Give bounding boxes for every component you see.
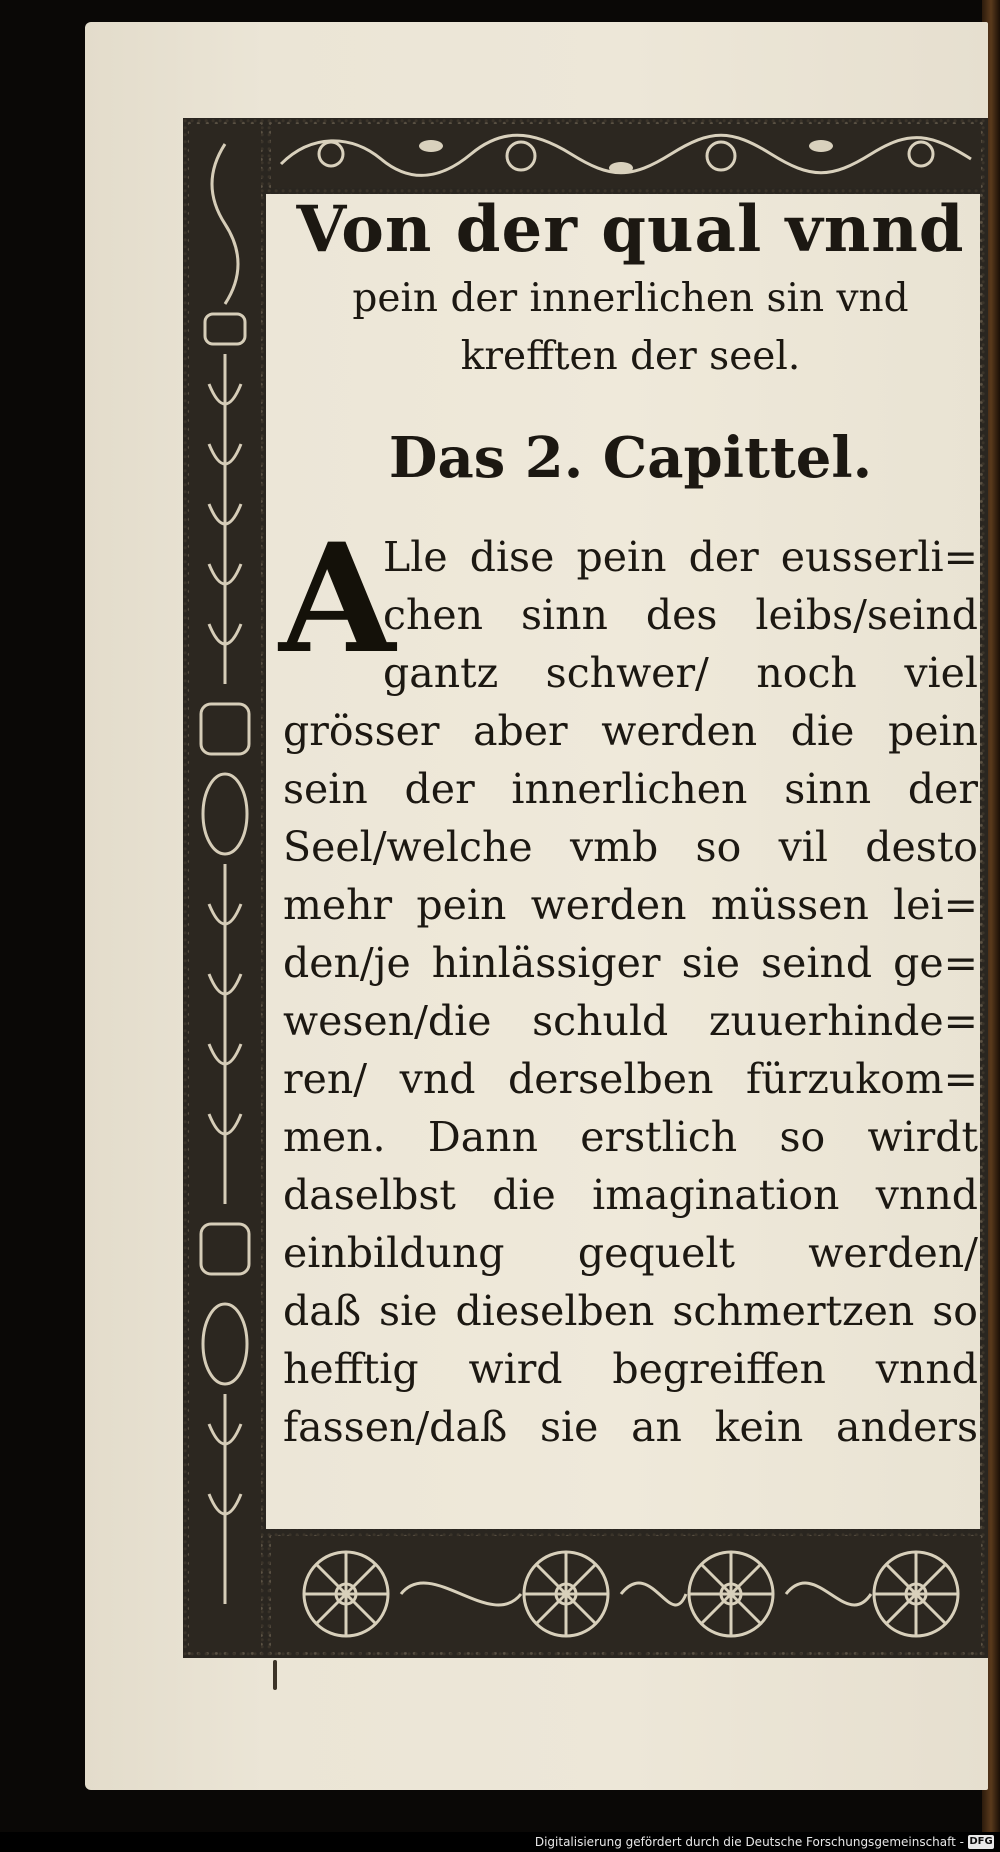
drop-cap-initial: A [279, 511, 396, 687]
title-line-2: pein der innerlichen sin vnd [352, 276, 909, 321]
text-line: wesen/die schuld zuuerhinde= [283, 997, 978, 1045]
text-line: men. Dann erstlich so wirdt [283, 1113, 978, 1161]
text-line: grösser aber werden die pein [283, 707, 978, 755]
text-block [279, 190, 978, 1456]
text-line: Seel/welche vmb so vil desto [283, 823, 978, 871]
ink-mark [273, 1660, 277, 1690]
text-line: gantz schwer/ noch viel [383, 649, 978, 697]
text-line: den/je hinlässiger sie seind ge= [283, 939, 978, 987]
text-line: sein der innerlichen sinn der [283, 765, 978, 813]
text-line: chen sinn des leibs/seind [383, 591, 978, 639]
text-line: daß sie dieselben schmertzen so [283, 1287, 978, 1335]
body-text [279, 511, 978, 1456]
text-line: hefftig wird begreiffen vnnd [283, 1345, 978, 1393]
left-ornament-column [189, 124, 261, 1652]
text-line: daselbst die imagination vnnd [283, 1171, 978, 1219]
chapter-heading: Das 2. Capittel. [388, 425, 873, 491]
text-line: Lle dise pein der eusserli= [383, 533, 978, 581]
digitization-credit: Digitalisierung gefördert durch die Deutsche Forschungsgemeinschaft - [534, 1835, 964, 1849]
text-line: ren/ vnd derselben fürzukom= [283, 1055, 978, 1103]
text-line: einbildung gequelt werden/ [283, 1229, 978, 1277]
title-line-3: krefften der seel. [460, 334, 801, 379]
title-line-1: Von der qual vnnd [296, 192, 965, 267]
top-ornament-band [271, 124, 981, 188]
dfg-logo: DFG [969, 1836, 993, 1847]
bottom-ornament-band [271, 1536, 981, 1652]
text-line: fassen/daß sie an kein anders [283, 1403, 978, 1451]
text-line: mehr pein werden müssen lei= [283, 881, 978, 929]
